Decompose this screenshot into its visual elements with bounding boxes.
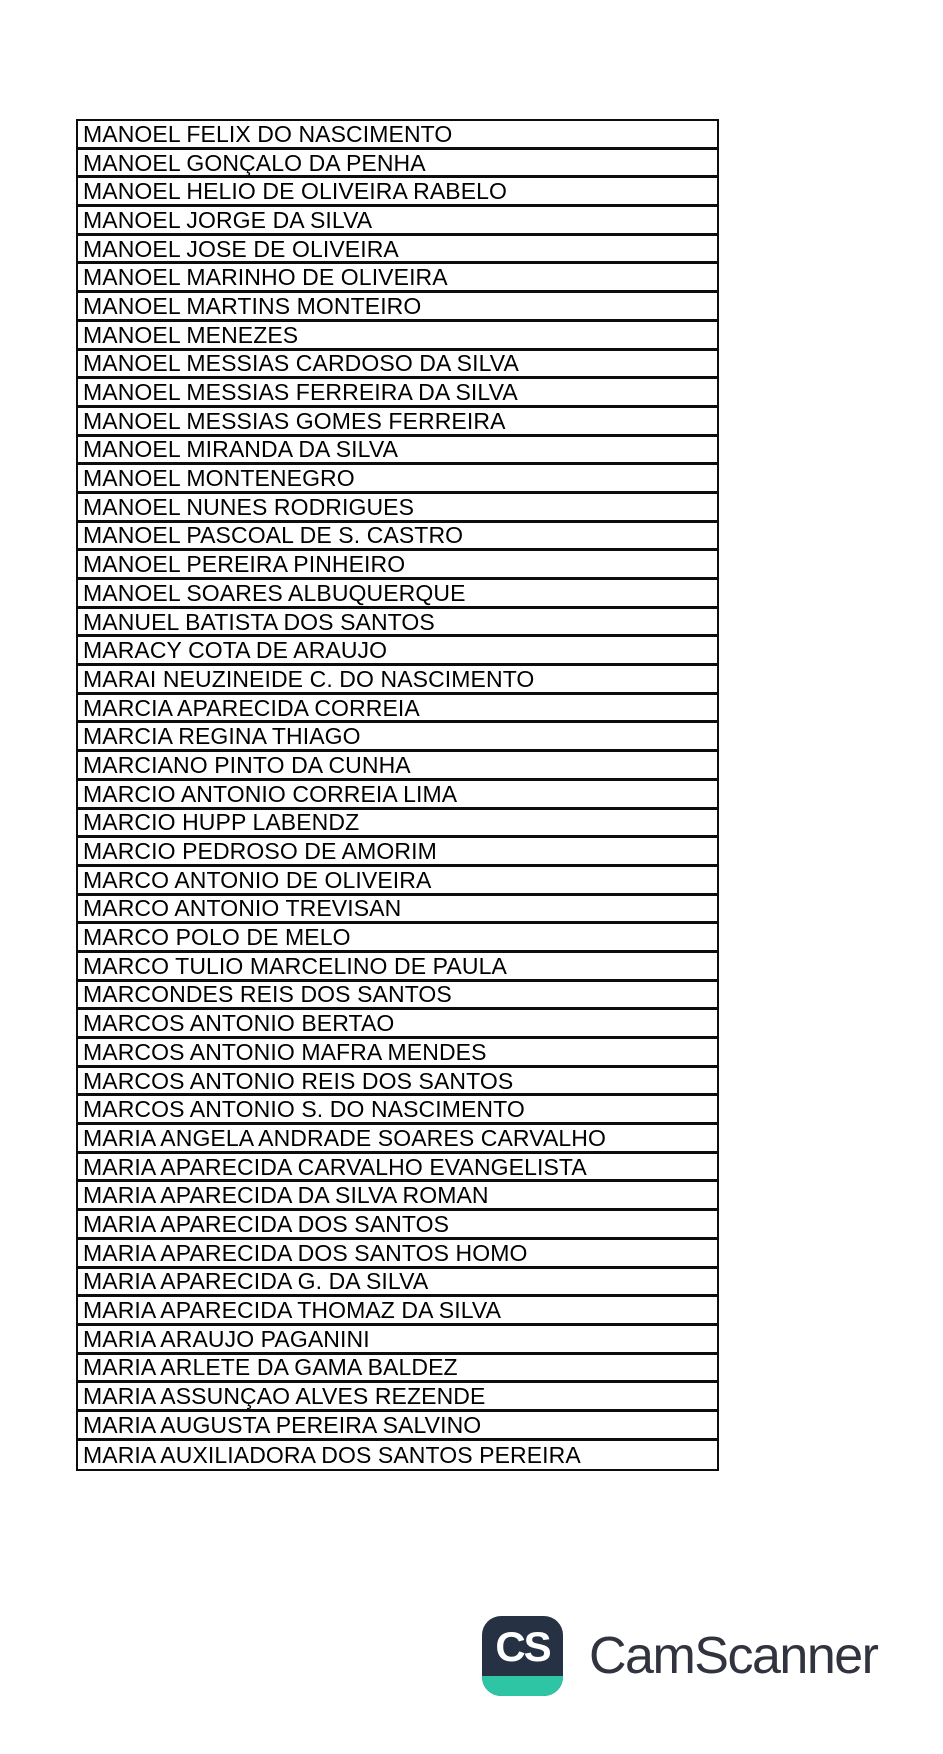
camscanner-brand-text: CamScanner xyxy=(589,1627,878,1685)
list-item: MARCOS ANTONIO BERTAO xyxy=(78,1010,717,1039)
list-item: MANOEL MESSIAS GOMES FERREIRA xyxy=(78,408,717,437)
list-item: MANOEL JORGE DA SILVA xyxy=(78,207,717,236)
list-item: MARCOS ANTONIO REIS DOS SANTOS xyxy=(78,1068,717,1097)
list-item: MANOEL MESSIAS FERREIRA DA SILVA xyxy=(78,379,717,408)
list-item: MARACY COTA DE ARAUJO xyxy=(78,637,717,666)
list-item: MANOEL PEREIRA PINHEIRO xyxy=(78,551,717,580)
list-item: MANOEL SOARES ALBUQUERQUE xyxy=(78,580,717,609)
list-item: MARIA APARECIDA G. DA SILVA xyxy=(78,1269,717,1298)
list-item: MARCIO HUPP LABENDZ xyxy=(78,810,717,839)
list-item: MARCIA APARECIDA CORREIA xyxy=(78,695,717,724)
list-item: MARIA ARLETE DA GAMA BALDEZ xyxy=(78,1355,717,1384)
list-item: MARIA APARECIDA DOS SANTOS xyxy=(78,1211,717,1240)
list-item: MANOEL MONTENEGRO xyxy=(78,465,717,494)
list-item: MARAI NEUZINEIDE C. DO NASCIMENTO xyxy=(78,666,717,695)
list-item: MANUEL BATISTA DOS SANTOS xyxy=(78,609,717,638)
list-item: MARCIANO PINTO DA CUNHA xyxy=(78,752,717,781)
list-item: MANOEL MARINHO DE OLIVEIRA xyxy=(78,264,717,293)
list-item: MARIA APARECIDA DOS SANTOS HOMO xyxy=(78,1240,717,1269)
list-item: MARCIA REGINA THIAGO xyxy=(78,723,717,752)
list-item: MARCO ANTONIO TREVISAN xyxy=(78,896,717,925)
cs-letters: CS xyxy=(495,1623,550,1670)
list-item: MARCO ANTONIO DE OLIVEIRA xyxy=(78,867,717,896)
list-item: MARCOS ANTONIO MAFRA MENDES xyxy=(78,1039,717,1068)
list-item: MANOEL HELIO DE OLIVEIRA RABELO xyxy=(78,178,717,207)
list-item: MARIA APARECIDA DA SILVA ROMAN xyxy=(78,1182,717,1211)
list-item: MANOEL MESSIAS CARDOSO DA SILVA xyxy=(78,351,717,380)
list-item: MANOEL JOSE DE OLIVEIRA xyxy=(78,236,717,265)
camscanner-logo-icon xyxy=(482,1616,563,1696)
name-list-table xyxy=(76,119,719,1471)
list-item: MANOEL GONÇALO DA PENHA xyxy=(78,150,717,179)
list-item: MANOEL FELIX DO NASCIMENTO xyxy=(78,121,717,150)
list-item: MARIA APARECIDA CARVALHO EVANGELISTA xyxy=(78,1154,717,1183)
list-item: MANOEL NUNES RODRIGUES xyxy=(78,494,717,523)
list-item: MARIA ARAUJO PAGANINI xyxy=(78,1326,717,1355)
camscanner-watermark xyxy=(482,1616,877,1696)
list-item: MARIA ANGELA ANDRADE SOARES CARVALHO xyxy=(78,1125,717,1154)
list-item: MARCONDES REIS DOS SANTOS xyxy=(78,982,717,1011)
list-item: MARIA AUGUSTA PEREIRA SALVINO xyxy=(78,1412,717,1441)
list-item: MARIA ASSUNÇAO ALVES REZENDE xyxy=(78,1383,717,1412)
list-item: MARCO TULIO MARCELINO DE PAULA xyxy=(78,953,717,982)
list-item: MARCIO ANTONIO CORREIA LIMA xyxy=(78,781,717,810)
logo-accent-bar xyxy=(482,1676,563,1696)
list-item: MANOEL MIRANDA DA SILVA xyxy=(78,437,717,466)
list-item: MARCOS ANTONIO S. DO NASCIMENTO xyxy=(78,1096,717,1125)
list-item: MANOEL MARTINS MONTEIRO xyxy=(78,293,717,322)
list-item: MANOEL MENEZES xyxy=(78,322,717,351)
list-item: MANOEL PASCOAL DE S. CASTRO xyxy=(78,523,717,552)
list-item: MARCIO PEDROSO DE AMORIM xyxy=(78,838,717,867)
list-item: MARIA APARECIDA THOMAZ DA SILVA xyxy=(78,1297,717,1326)
list-item: MARCO POLO DE MELO xyxy=(78,924,717,953)
list-item: MARIA AUXILIADORA DOS SANTOS PEREIRA xyxy=(83,1441,581,1468)
